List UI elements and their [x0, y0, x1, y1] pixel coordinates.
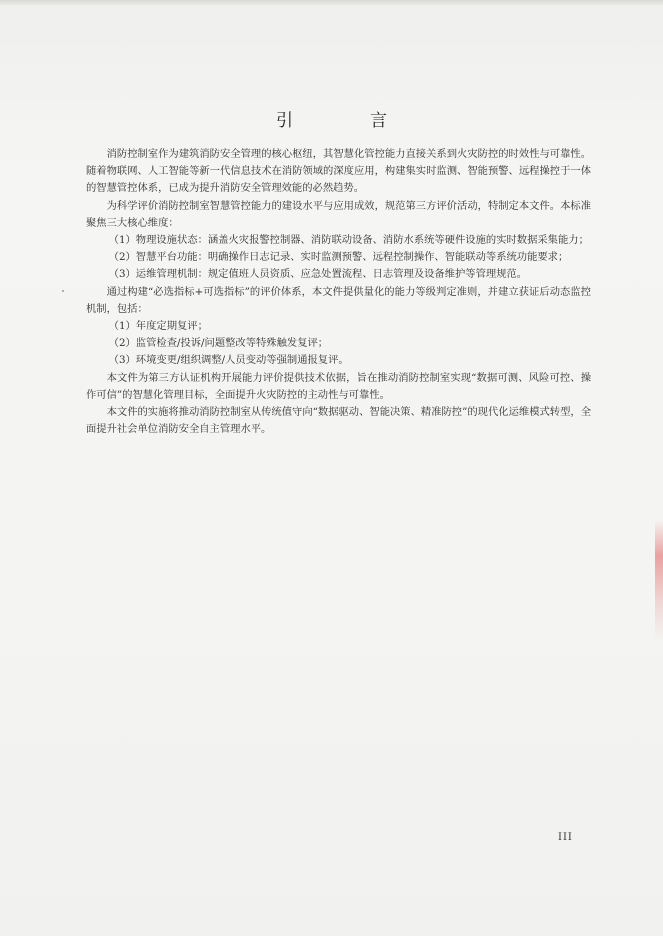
paragraph-evaluation-system: 通过构建“必选指标+可选指标”的评价体系，本文件提供量化的能力等级判定准则，并建立获证后动态监控机制，包括：	[86, 285, 591, 315]
scan-speck	[62, 290, 64, 292]
list-item-triggered-review: （2）监管检查/投诉/问题整改等特殊触发复评；	[108, 337, 329, 350]
body-text	[86, 146, 591, 438]
paragraph-purpose: 为科学评价消防控制室智慧管控能力的建设水平与应用成效，规范第三方评价活动，特制定本文件。本标准聚焦三大核心维度：	[86, 199, 591, 229]
paragraph-intro: 消防控制室作为建筑消防安全管理的核心枢纽，其智慧化管控能力直接关系到火灾防控的时效性与可靠性。随着物联网、人工智能等新一代信息技术在消防领域的深度应用，构建集实时监测、智能预警、远程操控于一体的智慧管控体系，已成为提升消防安全管理效能的必然趋势。	[86, 148, 591, 195]
paragraph-technical-basis: 本文件为第三方认证机构开展能力评价提供技术依据，旨在推动消防控制室实现“数据可测、风险可控、操作可信”的智慧化管理目标，全面提升火灾防控的主动性与可靠性。	[86, 371, 591, 401]
list-item-physical-facilities: （1）物理设施状态：涵盖火灾报警控制器、消防联动设备、消防水系统等硬件设施的实时数据采集能力；	[108, 234, 589, 247]
list-item-operation-management: （3）运维管理机制：规定值班人员资质、应急处置流程、日志管理及设备维护等管理规范。	[108, 268, 528, 281]
seal-edge-mark	[655, 520, 663, 640]
paragraph-implementation: 本文件的实施将推动消防控制室从传统值守向“数据驱动、智能决策、精准防控”的现代化运维模式转型，全面提升社会单位消防安全自主管理水平。	[86, 406, 591, 436]
list-item-smart-platform: （2）智慧平台功能：明确操作日志记录、实时监测预警、远程控制操作、智能联动等系统功能要求；	[108, 251, 569, 264]
page-number: III	[558, 832, 573, 843]
page-title: 引 言	[276, 111, 417, 131]
scan-edge	[0, 0, 663, 6]
list-item-mandatory-review: （3）环境变更/组织调整/人员变动等强制通报复评。	[108, 354, 349, 367]
list-item-annual-review: （1）年度定期复评；	[108, 320, 208, 333]
